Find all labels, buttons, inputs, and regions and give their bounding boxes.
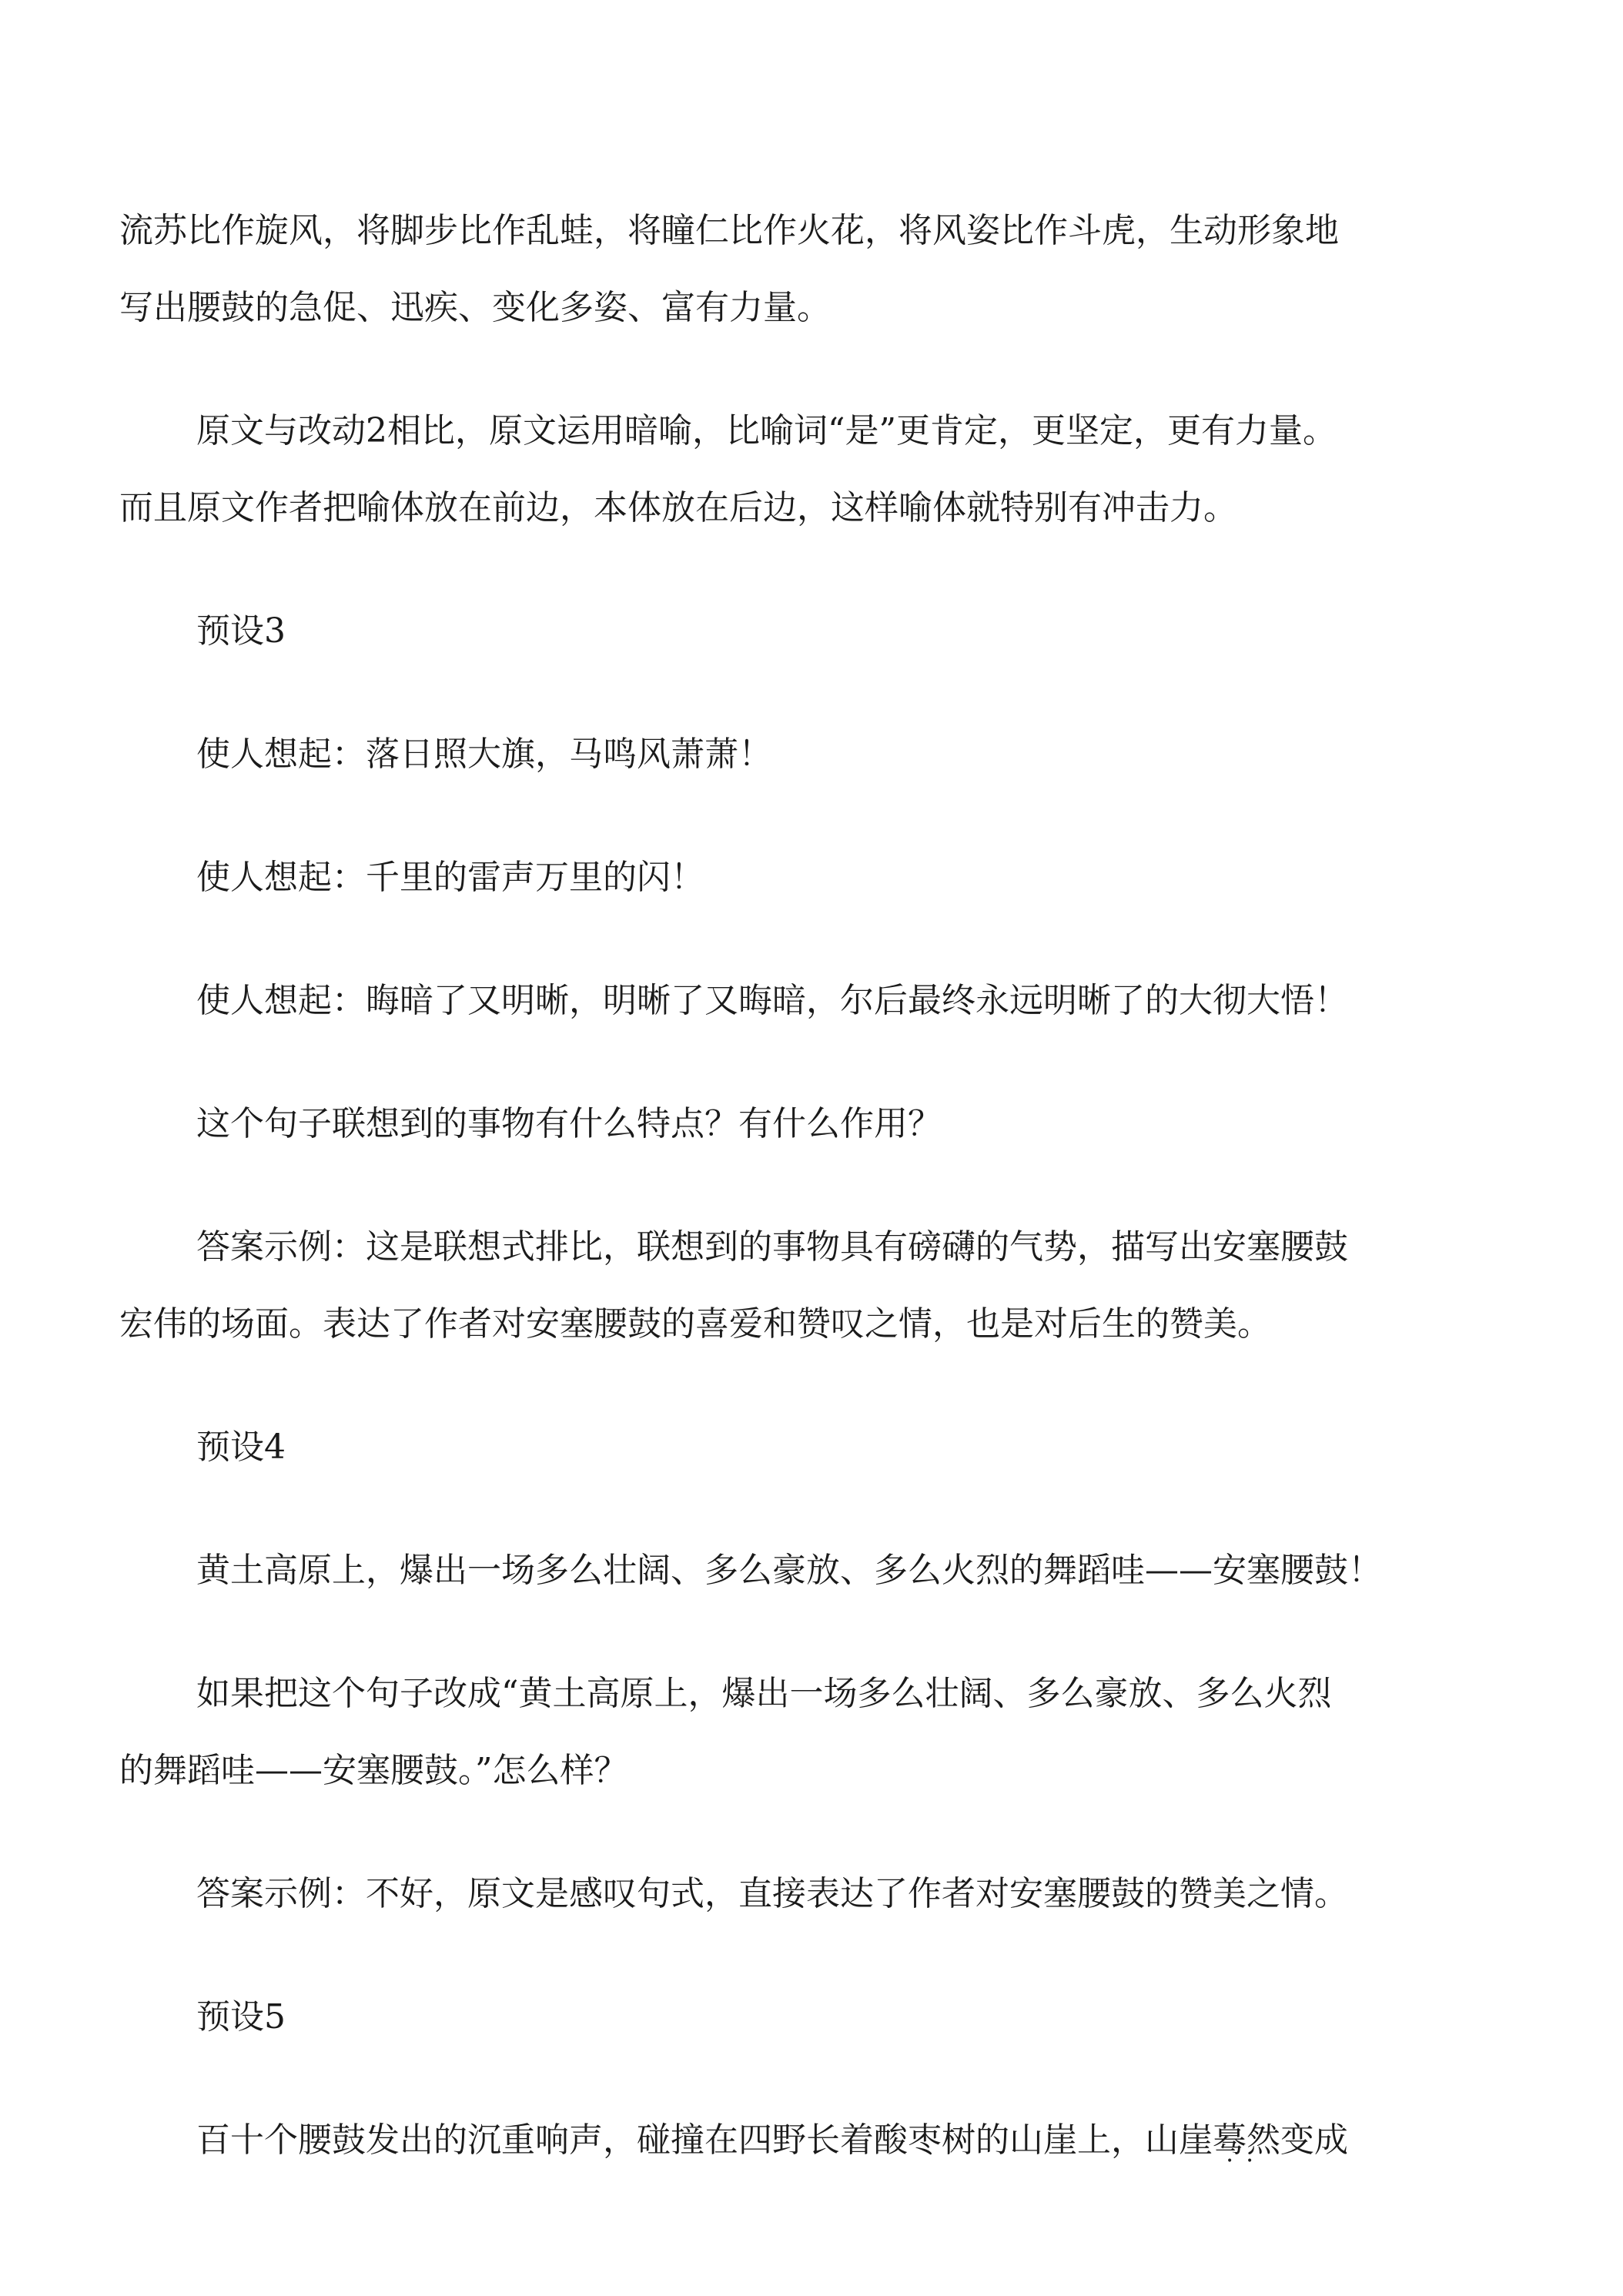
text-line: 答案示例：不好，原文是感叹句式，直接表达了作者对安塞腰鼓的赞美之情。 — [196, 1874, 1348, 1913]
paragraph-loess-plateau — [119, 1532, 1598, 1609]
heading-preset-4 — [119, 1409, 1598, 1486]
paragraph-answer-exclamation — [119, 1856, 1598, 1933]
text-line: 使人想起：落日照大旗，马鸣风萧萧！ — [196, 735, 772, 774]
paragraph-question-rewrite — [119, 1655, 1598, 1809]
text-line — [196, 2102, 1598, 2179]
text-line: 预设5 — [196, 1997, 286, 2037]
text-line: 宏伟的场面。表达了作者对安塞腰鼓的喜爱和赞叹之情，也是对后生的赞美。 — [119, 1304, 1271, 1344]
paragraph-reminds-2 — [119, 839, 1598, 916]
text-line: 原文与改动2相比，原文运用暗喻，比喻词“是”更肯定，更坚定，更有力量。 — [196, 411, 1337, 450]
paragraph-answer-parallelism — [119, 1209, 1598, 1363]
heading-preset-5 — [119, 1979, 1598, 2056]
paragraph-drum-sound — [119, 2102, 1598, 2179]
text-line: 写出腰鼓的急促、迅疾、变化多姿、富有力量。 — [119, 288, 831, 327]
text-line: 使人想起：千里的雷声万里的闪！ — [196, 858, 704, 897]
text-line: 流苏比作旋风，将脚步比作乱蛙，将瞳仁比作火花，将风姿比作斗虎，生动形象地 — [119, 211, 1339, 250]
text-line: 使人想起：晦暗了又明晰，明晰了又晦暗，尔后最终永远明晰了的大彻大悟！ — [196, 981, 1348, 1020]
paragraph-original-vs-change2 — [119, 393, 1598, 547]
text-line: 这个句子联想到的事物有什么特点？有什么作用？ — [196, 1104, 942, 1143]
paragraph-reminds-1 — [119, 716, 1598, 793]
text-line: 预设4 — [196, 1427, 286, 1467]
text-line: 的舞蹈哇——安塞腰鼓。”怎么样？ — [119, 1751, 628, 1790]
text-line: 如果把这个句子改成“黄土高原上，爆出一场多么壮阔、多么豪放、多么火烈 — [196, 1674, 1332, 1713]
text-line: 预设3 — [196, 611, 286, 651]
text-line: 答案示例：这是联想式排比，联想到的事物具有磅礴的气势，描写出安塞腰鼓 — [196, 1227, 1348, 1267]
emphasized-word: 蓦然 • • — [1213, 2120, 1280, 2160]
heading-preset-3 — [119, 593, 1598, 670]
paragraph-question-features — [119, 1086, 1598, 1163]
text-segment: 百十个腰鼓发出的沉重响声，碰撞在四野长着酸枣树的山崖上，山崖 — [196, 2120, 1213, 2160]
text-segment: 变成 — [1280, 2120, 1348, 2160]
text-line: 黄土高原上，爆出一场多么壮阔、多么豪放、多么火烈的舞蹈哇——安塞腰鼓！ — [196, 1551, 1382, 1590]
paragraph-metaphor-continued — [119, 192, 1521, 346]
paragraph-reminds-3 — [119, 962, 1598, 1039]
text-line: 而且原文作者把喻体放在前边，本体放在后边，这样喻体就特别有冲击力。 — [119, 488, 1237, 527]
